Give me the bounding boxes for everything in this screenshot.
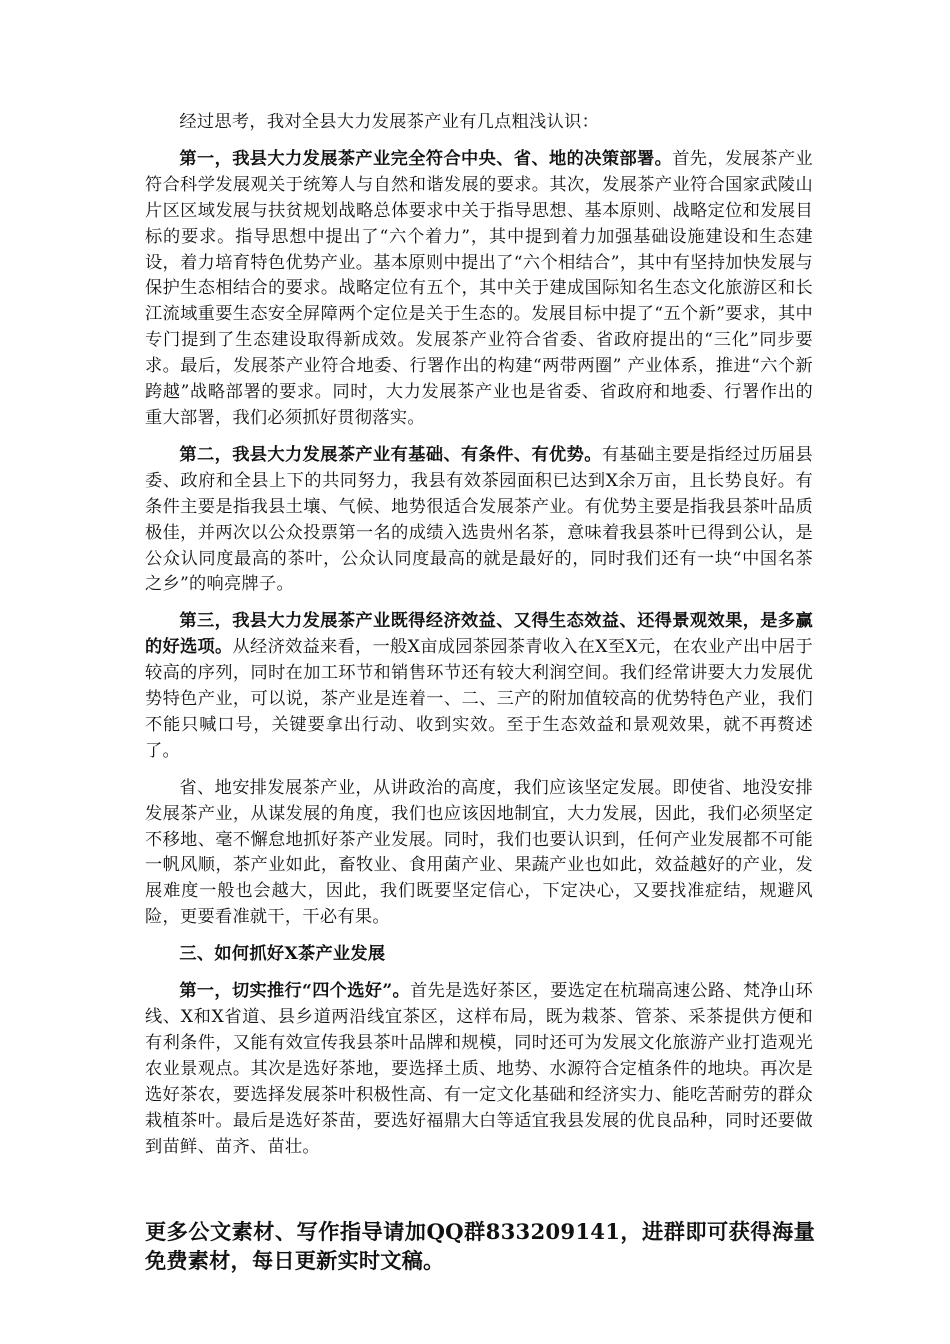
point-one-lead: 第一，我县大力发展茶产业完全符合中央、省、地的决策部署。: [179, 148, 673, 169]
point-three-paragraph: [145, 609, 813, 764]
section-point-body: 首先是选好茶区，要选定在杭瑞高速公路、梵净山环线、X和X省道、县乡道两沿线宜茶区，这样布局，既为栽茶、管茶、采茶提供方便和有利条件，又能有效宣传我县茶叶品牌和规模，同时还可为发展文化旅游产业打造观光农业景观点。其次是选好茶地，要选择土质、地势、水源符合定植条件的地块。再次是选好茶农，要选择发展茶叶积极性高、有一定文化基础和经济实力、能吃苦耐劳的群众栽植茶叶。最后是选好茶苗，要选好福鼎大白等适宜我县发展的优良品种，同时还要做到苗鲜、苗齐、苗壮。: [145, 981, 813, 1157]
intro-paragraph: 经过思考，我对全县大力发展茶产业有几点粗浅认识：: [179, 112, 600, 132]
closing-paragraph: 省、地安排发展茶产业，从讲政治的高度，我们应该坚定发展。即使省、地没安排发展茶产业，从谋发展的角度，我们也应该因地制宜，大力发展，因此，我们必须坚定不移地、毫不懈怠地抓好茶产业发展。同时，我们也要认识到，任何产业发展都不可能一帆风顺，茶产业如此，畜牧业、食用菌产业、果蔬产业也如此，效益越好的产业，发展难度一般也会越大，因此，我们既要坚定信心，下定决心，又要找准症结，规避风险，更要看准就干，干必有果。: [145, 777, 813, 928]
document-body: [145, 110, 813, 1160]
promo-footer: 更多公文素材、写作指导请加QQ群833209141，进群即可获得海量免费素材，每日更新实时文稿。: [145, 1219, 815, 1273]
section-point-lead: 第一，切实推行“四个选好”。: [179, 981, 411, 1002]
section-point-paragraph: [145, 979, 813, 1160]
point-two-body: 有基础主要是指经过历届县委、政府和全县上下的共同努力，我县有效茶园面积已达到X余万亩，且长势良好。有条件主要是指我县土壤、气候、地势很适合发展茶产业。有优势主要是指我县茶叶品质极佳，并两次以公众投票第一名的成绩入选贵州名茶，意味着我县茶叶已得到公认，是公众认同度最高的茶叶，公众认同度最高的就是最好的，同时我们还有一块“中国名茶之乡”的响亮牌子。: [145, 444, 813, 595]
point-two-lead: 第二，我县大力发展茶产业有基础、有条件、有优势。: [179, 444, 602, 465]
point-three-lead: 第三，我县大力发展茶产业既得经济效益、又得生态效益、还得景观效果，是多赢的好选项。: [145, 611, 813, 658]
section-heading: 三、如何抓好X茶产业发展: [179, 944, 386, 965]
point-one-body: 首先，发展茶产业符合科学发展观关于统筹人与自然和谐发展的要求。其次，发展茶产业符合国家武陵山片区区域发展与扶贫规划战略总体要求中关于指导思想、基本原则、战略定位和发展目标的要求。指导思想中提出了“六个着力”，其中提到着力加强基础设施建设和生态建设，着力培育特色优势产业。基本原则中提出了“六个相结合”，其中有坚持加快发展与保护生态相结合的要求。战略定位有五个，其中关于建成国际知名生态文化旅游区和长江流域重要生态安全屏障两个定位是关于生态的。发展目标中提了“五个新”要求，其中专门提到了生态建设取得新成效。发展茶产业符合省委、省政府提出的“三化”同步要求。最后，发展茶产业符合地委、行署作出的构建“两带两圈” 产业体系，推进“六个新跨越”战略部署的要求。同时，大力发展茶产业也是省委、省政府和地委、行署作出的重大部署，我们必须抓好贯彻落实。: [145, 148, 813, 428]
point-one-paragraph: [145, 147, 813, 432]
point-two-paragraph: [145, 443, 813, 598]
point-three-body: 从经济效益来看，一般X亩成园茶园茶青收入在X至X元，在农业产出中居于较高的序列，同时在加工环节和销售环节还有较大利润空间。我们经常讲要大力发展优势特色产业，可以说，茶产业是连着一、二、三产的附加值较高的优势特色产业，我们不能只喊口号，关键要拿出行动、收到实效。至于生态效益和景观效果，就不再赘述了。: [145, 637, 813, 761]
